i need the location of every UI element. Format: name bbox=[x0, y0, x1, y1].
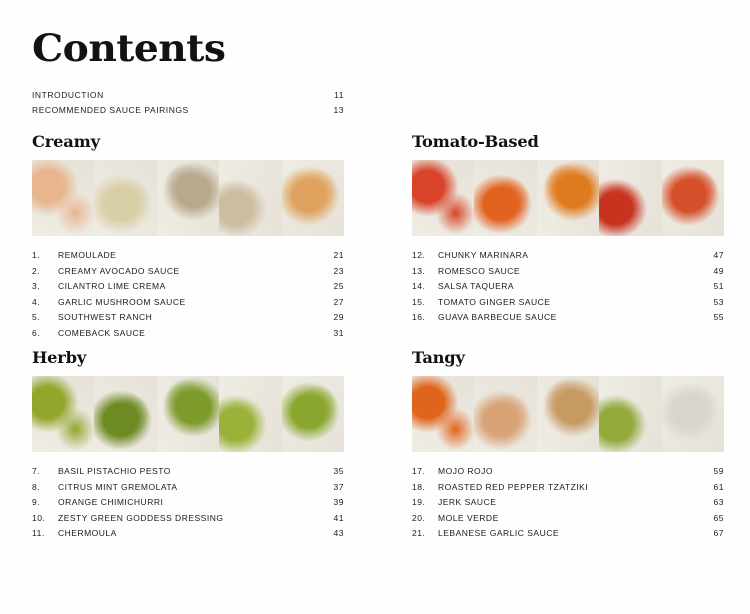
list-item[interactable] bbox=[32, 295, 344, 311]
frontmatter-page: 11 bbox=[334, 90, 344, 100]
list-item[interactable] bbox=[412, 264, 724, 280]
entry-name: CHERMOULA bbox=[58, 528, 117, 538]
entry-name: ROASTED RED PEPPER TZATZIKI bbox=[438, 481, 589, 492]
entry-number: 3. bbox=[32, 281, 41, 291]
entry-name: SALSA TAQUERA bbox=[438, 281, 515, 291]
entry-name: TOMATO GINGER SAUCE bbox=[438, 296, 551, 307]
entry-name: LEBANESE GARLIC SAUCE bbox=[438, 528, 560, 538]
section-title: Creamy bbox=[32, 132, 100, 151]
entry-name: SOUTHWEST RANCH bbox=[58, 312, 153, 322]
entry-number: 1. bbox=[32, 250, 41, 260]
entry-page: 29 bbox=[333, 312, 344, 322]
section-entries bbox=[412, 464, 724, 542]
entry-page: 63 bbox=[713, 497, 724, 507]
entry-name: BASIL PISTACHIO PESTO bbox=[58, 466, 171, 476]
list-item[interactable] bbox=[32, 310, 344, 326]
strip-image bbox=[157, 376, 219, 452]
entry-number: 4. bbox=[32, 296, 41, 307]
section-image-strip bbox=[32, 160, 344, 236]
entry-number: 9. bbox=[32, 497, 41, 507]
entry-page: 59 bbox=[713, 466, 724, 476]
strip-image bbox=[219, 376, 281, 452]
entry-number: 21. bbox=[412, 528, 426, 538]
strip-image bbox=[599, 160, 661, 236]
entry-number: 16. bbox=[412, 312, 426, 322]
frontmatter-label: INTRODUCTION bbox=[32, 90, 104, 100]
strip-image bbox=[94, 376, 156, 452]
list-item[interactable] bbox=[412, 464, 724, 480]
strip-image bbox=[157, 160, 219, 236]
section-image-strip bbox=[32, 376, 344, 452]
entry-page: 49 bbox=[713, 265, 724, 276]
list-item[interactable] bbox=[32, 264, 344, 280]
strip-image bbox=[32, 376, 94, 452]
list-item[interactable] bbox=[412, 495, 724, 511]
list-item[interactable] bbox=[412, 310, 724, 326]
entry-page: 51 bbox=[713, 281, 724, 291]
list-item[interactable] bbox=[412, 295, 724, 311]
entry-name: CREAMY AVOCADO SAUCE bbox=[58, 265, 180, 276]
entry-page: 31 bbox=[333, 327, 344, 338]
list-item[interactable] bbox=[32, 526, 344, 542]
entry-name: ZESTY GREEN GODDESS DRESSING bbox=[58, 512, 224, 523]
entry-number: 17. bbox=[412, 466, 426, 476]
entry-number: 14. bbox=[412, 281, 426, 291]
strip-image bbox=[537, 376, 599, 452]
frontmatter-row[interactable] bbox=[32, 103, 344, 117]
entry-number: 8. bbox=[32, 481, 41, 492]
section-title: Tangy bbox=[412, 348, 465, 367]
entry-number: 2. bbox=[32, 265, 41, 276]
entry-name: MOJO ROJO bbox=[438, 466, 494, 476]
entry-name: CHUNKY MARINARA bbox=[438, 250, 529, 260]
section-herby bbox=[32, 348, 344, 542]
entry-page: 43 bbox=[333, 528, 344, 538]
section-tomato-based bbox=[412, 132, 724, 326]
list-item[interactable] bbox=[32, 511, 344, 527]
entry-page: 41 bbox=[333, 512, 344, 523]
list-item[interactable] bbox=[32, 248, 344, 264]
entry-page: 61 bbox=[713, 481, 724, 492]
entry-name: JERK SAUCE bbox=[438, 497, 497, 507]
entry-number: 12. bbox=[412, 250, 426, 260]
list-item[interactable] bbox=[412, 511, 724, 527]
entry-name: ORANGE CHIMICHURRI bbox=[58, 497, 164, 507]
section-image-strip bbox=[412, 376, 724, 452]
section-image-strip bbox=[412, 160, 724, 236]
entry-number: 18. bbox=[412, 481, 426, 492]
page-title: Contents bbox=[32, 26, 226, 70]
entry-page: 27 bbox=[333, 296, 344, 307]
entry-name: GUAVA BARBECUE SAUCE bbox=[438, 312, 557, 322]
strip-image bbox=[599, 376, 661, 452]
frontmatter-page: 13 bbox=[333, 105, 344, 115]
entry-page: 35 bbox=[333, 466, 344, 476]
list-item[interactable] bbox=[412, 526, 724, 542]
entry-page: 37 bbox=[333, 481, 344, 492]
section-creamy bbox=[32, 132, 344, 341]
list-item[interactable] bbox=[412, 480, 724, 496]
entry-page: 47 bbox=[713, 250, 724, 260]
strip-image bbox=[94, 160, 156, 236]
strip-image bbox=[474, 376, 536, 452]
entry-name: ROMESCO SAUCE bbox=[438, 265, 521, 276]
strip-image bbox=[662, 376, 724, 452]
entry-number: 13. bbox=[412, 265, 426, 276]
strip-image bbox=[412, 376, 474, 452]
strip-image bbox=[412, 160, 474, 236]
entry-name: COMEBACK SAUCE bbox=[58, 327, 146, 338]
strip-image bbox=[662, 160, 724, 236]
frontmatter-label: RECOMMENDED SAUCE PAIRINGS bbox=[32, 105, 189, 115]
strip-image bbox=[537, 160, 599, 236]
section-entries bbox=[412, 248, 724, 326]
list-item[interactable] bbox=[32, 464, 344, 480]
entry-number: 20. bbox=[412, 512, 426, 523]
entry-page: 23 bbox=[333, 265, 344, 276]
entry-name: CILANTRO LIME CREMA bbox=[58, 281, 166, 291]
frontmatter-list bbox=[32, 88, 344, 118]
entry-name: CITRUS MINT GREMOLATA bbox=[58, 481, 178, 492]
section-title: Tomato-Based bbox=[412, 132, 539, 151]
list-item[interactable] bbox=[412, 279, 724, 295]
entry-page: 53 bbox=[713, 296, 724, 307]
entry-number: 7. bbox=[32, 466, 41, 476]
entry-name: MOLE VERDE bbox=[438, 512, 499, 523]
entry-page: 55 bbox=[713, 312, 724, 322]
list-item[interactable] bbox=[32, 495, 344, 511]
section-entries bbox=[32, 464, 344, 542]
entry-number: 15. bbox=[412, 296, 426, 307]
strip-image bbox=[32, 160, 94, 236]
section-entries bbox=[32, 248, 344, 341]
strip-image bbox=[282, 376, 344, 452]
entry-page: 67 bbox=[713, 528, 724, 538]
entry-page: 21 bbox=[333, 250, 344, 260]
list-item[interactable] bbox=[32, 326, 344, 342]
frontmatter-row[interactable] bbox=[32, 88, 344, 102]
strip-image bbox=[474, 160, 536, 236]
section-title: Herby bbox=[32, 348, 87, 367]
list-item[interactable] bbox=[32, 279, 344, 295]
entry-number: 19. bbox=[412, 497, 426, 507]
strip-image bbox=[219, 160, 281, 236]
entry-number: 11. bbox=[32, 528, 45, 538]
entry-number: 5. bbox=[32, 312, 41, 322]
entry-name: REMOULADE bbox=[58, 250, 117, 260]
entry-name: GARLIC MUSHROOM SAUCE bbox=[58, 296, 186, 307]
entry-number: 10. bbox=[32, 512, 46, 523]
entry-page: 25 bbox=[333, 281, 344, 291]
list-item[interactable] bbox=[32, 480, 344, 496]
entry-page: 39 bbox=[333, 497, 344, 507]
strip-image bbox=[282, 160, 344, 236]
entry-number: 6. bbox=[32, 327, 41, 338]
section-tangy bbox=[412, 348, 724, 542]
entry-page: 65 bbox=[713, 512, 724, 523]
list-item[interactable] bbox=[412, 248, 724, 264]
